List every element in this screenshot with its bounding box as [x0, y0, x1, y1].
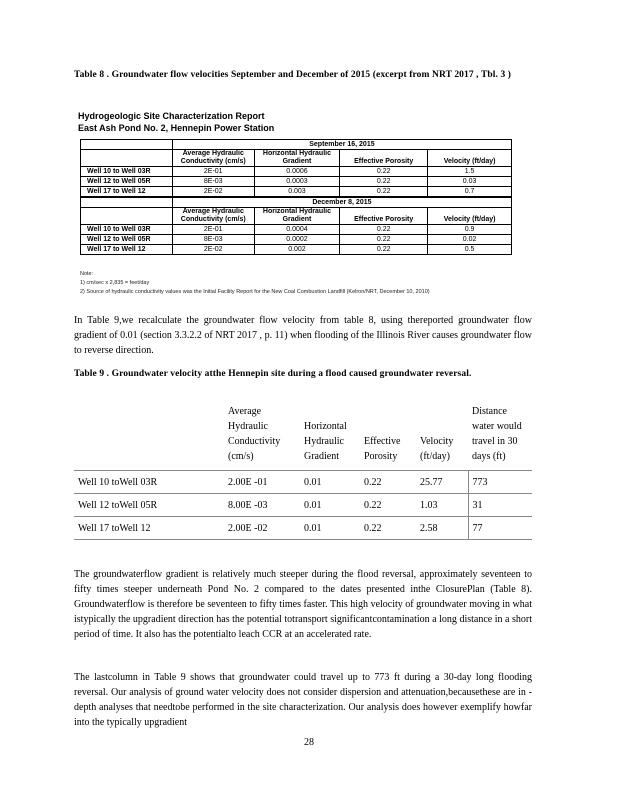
table9-cell: 773 — [468, 471, 532, 494]
table9-cell: 0.01 — [300, 517, 360, 540]
note-label: Note: — [80, 271, 94, 277]
table8-row — [81, 245, 512, 255]
table9-cell: 0.01 — [300, 471, 360, 494]
table8-cell: 2E-01 — [172, 167, 254, 177]
table8-caption: Table 8 . Groundwater flow velocities September and December of 2015 (excerpt from NRT 2017 , Tbl. 3 ) — [74, 70, 512, 80]
table8-cell: 8E-03 — [172, 177, 254, 187]
table8-cell: 0.002 — [254, 245, 340, 255]
table9-row — [74, 517, 532, 540]
table9-row-label: Well 10 toWell 03R — [74, 471, 224, 494]
table8-row — [81, 235, 512, 245]
table8-header: Effective Porosity — [340, 150, 428, 167]
table8-row-label: Well 10 to Well 03R — [81, 167, 173, 177]
table8-cell: 0.22 — [340, 187, 428, 198]
table9-header: Distance water would travel in 30 days (ft) — [472, 406, 522, 462]
table8-notes — [80, 270, 430, 297]
table9-caption: Table 9 . Groundwater velocity atthe Hennepin site during a flood caused groundwater reversal. — [74, 369, 472, 379]
table9 — [74, 404, 532, 540]
table8-cell: 2E-02 — [172, 187, 254, 198]
paragraph-1: In Table 9,we recalculate the groundwater flow velocity from table 8, using thereported groundwater flow gradient of 0.01 (section 3.3.2.2 of NRT 2017 , p. 11) when flooding of the Illinois River causes groundwater flow to reverse direction. — [74, 315, 532, 356]
report-title: Hydrogeologic Site Characterization Report — [78, 111, 265, 121]
table9-cell: 77 — [468, 517, 532, 540]
table9-header: Horizontal Hydraulic Gradient — [304, 421, 347, 462]
table8-cell: 0.22 — [340, 225, 428, 235]
report-subtitle: East Ash Pond No. 2, Hennepin Power Station — [78, 123, 275, 133]
table9-cell: 1.03 — [416, 494, 468, 517]
table8-cell: 0.0002 — [254, 235, 340, 245]
table8-cell: 0.0003 — [254, 177, 340, 187]
table8-cell: 0.0004 — [254, 225, 340, 235]
paragraph-2: The groundwaterflow gradient is relatively much steeper during the flood reversal, approximately seventeen to fifty times steeper underneath Pond No. 2 compared to the dates presented inthe ClosurePlan (Table 8). Groundwaterflow is therefore be seventeen to fifty times faster. This high velocity of groundwater moving in what istypically the upgradient direction has the potential totransport significantcontamination a long distance in a short period of time. It also has the potentialto leach CCR at an accelerated rate. — [74, 569, 532, 640]
table8-cell: 2E-02 — [172, 245, 254, 255]
table9-cell: 0.22 — [360, 517, 416, 540]
table9-cell: 0.22 — [360, 494, 416, 517]
table8-header: Effective Porosity — [340, 208, 428, 225]
table8-cell: 0.22 — [340, 245, 428, 255]
table8-header: Average Hydraulic Conductivity (cm/s) — [172, 208, 254, 225]
note-2: 2) Source of hydraulic conductivity values was the Initial Facility Report for the New Coal Combustion Landfill (Kelron/NRT, December 10, 2010) — [80, 289, 430, 295]
table8-cell: 0.7 — [428, 187, 512, 198]
table8-cell: 0.003 — [254, 187, 340, 198]
table9-header: Average Hydraulic Conductivity (cm/s) — [228, 406, 281, 462]
note-1: 1) cm/sec x 2,835 = feet/day — [80, 280, 150, 286]
table8-cell: 0.22 — [340, 167, 428, 177]
table9-cell: 0.01 — [300, 494, 360, 517]
table8-row — [81, 167, 512, 177]
page-number: 28 — [304, 737, 314, 748]
table8-row — [81, 177, 512, 187]
table8-date-sep: September 16, 2015 — [172, 140, 511, 150]
table8-excerpt — [80, 139, 512, 255]
table9-cell: 8.00E -03 — [224, 494, 300, 517]
table8-row — [81, 225, 512, 235]
table9-row-label: Well 17 toWell 12 — [74, 517, 224, 540]
table9-cell: 2.00E -02 — [224, 517, 300, 540]
table9-cell: 25.77 — [416, 471, 468, 494]
table8-cell: 0.03 — [428, 177, 512, 187]
table9-row — [74, 471, 532, 494]
table8-header: Horizontal Hydraulic Gradient — [254, 208, 340, 225]
table8-row-label: Well 12 to Well 05R — [81, 235, 173, 245]
table9-row — [74, 494, 532, 517]
table9-cell: 31 — [468, 494, 532, 517]
table8-cell: 0.02 — [428, 235, 512, 245]
table8-row-label: Well 17 to Well 12 — [81, 187, 173, 198]
table9-cell: 2.00E -01 — [224, 471, 300, 494]
table8-row-label: Well 10 to Well 03R — [81, 225, 173, 235]
table8-header: Velocity (ft/day) — [428, 150, 512, 167]
table8-header: Average Hydraulic Conductivity (cm/s) — [172, 150, 254, 167]
table8-cell: 0.9 — [428, 225, 512, 235]
table8-row-label: Well 12 to Well 05R — [81, 177, 173, 187]
table8-header: Velocity (ft/day) — [428, 208, 512, 225]
table8-cell: 0.22 — [340, 177, 428, 187]
table8-header: Horizontal Hydraulic Gradient — [254, 150, 340, 167]
table9-cell: 0.22 — [360, 471, 416, 494]
table8-date-dec: December 8, 2015 — [172, 197, 511, 208]
table8-row — [81, 187, 512, 198]
table9-cell: 2.58 — [416, 517, 468, 540]
table8-cell: 0.5 — [428, 245, 512, 255]
table9-header: Effective Porosity — [364, 436, 401, 462]
table8-cell: 8E-03 — [172, 235, 254, 245]
table8-cell: 2E-01 — [172, 225, 254, 235]
table9-row-label: Well 12 toWell 05R — [74, 494, 224, 517]
paragraph-3: The lastcolumn in Table 9 shows that groundwater could travel up to 773 ft during a 30-day long flooding reversal. Our analysis of ground water velocity does not consider dispersion and attenuation,becausethese are in -depth analyses that needtobe performed in the site characterization. Our analysis does however exemplify howfar into the typically upgradient — [74, 672, 532, 728]
table8-cell: 0.0006 — [254, 167, 340, 177]
table8-cell: 1.5 — [428, 167, 512, 177]
table8-row-label: Well 17 to Well 12 — [81, 245, 173, 255]
table8-cell: 0.22 — [340, 235, 428, 245]
table9-header: Velocity (ft/day) — [420, 436, 454, 462]
